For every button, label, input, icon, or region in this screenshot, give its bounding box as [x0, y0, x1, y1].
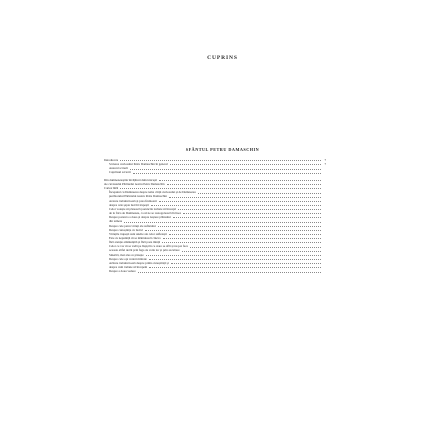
toc-entry-label: Despre porunca a doua și despre naștere plânsului	[109, 215, 171, 220]
dot-leader	[182, 251, 321, 252]
toc-entry-label: Smerită, mai ales ce păzește	[109, 252, 144, 257]
table-of-contents	[104, 158, 326, 273]
dot-leader	[169, 234, 321, 235]
dot-leader	[190, 247, 321, 248]
dot-leader	[124, 222, 321, 223]
dot-leader	[138, 272, 321, 273]
toc-entry-label: Cuprinsul scrierii	[109, 170, 131, 175]
dot-leader	[145, 230, 321, 231]
dot-leader	[198, 193, 321, 194]
dot-leader	[162, 242, 321, 243]
dot-leader	[167, 184, 321, 185]
toc-entry-label: Celor ce vor să se vadă pe înșiși în ce stare se află și nu pot face	[109, 244, 189, 249]
dot-leader	[171, 263, 321, 264]
dot-leader	[173, 217, 321, 218]
toc-entry-label: Începutul cu Dumnezeu despre tema cărții cuviosului și de Dumnezeu	[109, 190, 196, 195]
toc-entry-page: 7	[324, 158, 326, 162]
dot-leader	[183, 213, 321, 214]
toc-entry-label: Despre cele patru virtuți ale sufletului	[109, 223, 156, 228]
toc-entry-label: aceasta altfel decât prin fuga de voile lor și prin ascultare	[109, 248, 180, 253]
dot-leader	[178, 209, 321, 210]
toc-entry-label: Despre cele opt vederi mintale	[109, 256, 147, 261]
dot-leader	[159, 180, 321, 181]
toc-entry-label: Cartea întâi	[104, 186, 119, 191]
dot-leader	[158, 226, 321, 227]
dot-leader	[133, 173, 321, 174]
toc-entry-label: purtătorului Părintelui nostru Petru Damaschin	[109, 194, 167, 199]
dot-leader	[151, 205, 321, 206]
dot-leader	[169, 197, 321, 198]
toc-entry-label: fără atenție amănunțită și fără paza minții	[109, 240, 161, 245]
dot-leader	[120, 188, 321, 189]
toc-entry-label: despre cum trebuie să începem	[109, 265, 148, 270]
toc-entry-label: Este cu neputință să se mântuiască cineva	[109, 236, 161, 240]
dot-leader	[146, 255, 321, 256]
dot-leader	[159, 201, 321, 202]
page-title: CUPRINS	[207, 55, 238, 61]
dot-leader	[149, 259, 321, 260]
toc-entry-label: Arătare trebuincioasă despre prima cunoștință și	[109, 260, 169, 265]
toc-entry-label: din temere	[109, 219, 123, 224]
toc-entry-label: ale cuviosului Părintelui nostru Petru Damaschin	[104, 181, 165, 186]
toc-entry-label: Din dumnezeieștile învățături duhovnicești	[104, 177, 158, 182]
section-title: SFÂNTUL PETRU DAMASCHIN	[185, 147, 260, 152]
dot-leader	[149, 267, 321, 268]
toc-entry-label: Despre cunoștința cu lucrul	[109, 227, 143, 232]
toc-entry-label: de la frica de Dumnezeu, ca să ne se rostogolească în haos	[109, 211, 182, 216]
toc-entry-page: 7	[324, 162, 326, 167]
toc-entry-label: Celor voiește să păzească poruncile trebuie să înceapă	[109, 206, 176, 211]
dot-leader	[120, 160, 321, 161]
dot-leader	[163, 238, 321, 239]
toc-entry-label: despre cele șapte lucrări trupești	[109, 202, 149, 207]
dot-leader	[170, 164, 321, 165]
toc-entry	[104, 269, 326, 273]
toc-entry-label: Aratare trebuincioasă și prea frumoasă	[109, 198, 157, 203]
dot-leader	[130, 169, 321, 170]
toc-entry-label: Despre a doua vedere	[109, 269, 136, 274]
toc-entry-label: Scrierea cuviosului Petru Damaschin în general	[109, 162, 168, 167]
toc-entry-label: Virtuțile trupești sunt unelte ale celor sufletești	[109, 231, 167, 236]
toc-entry-label: Autorul scrierii	[109, 166, 128, 171]
toc-entry-label: Introducere	[104, 158, 119, 162]
toc-entry	[104, 170, 326, 174]
